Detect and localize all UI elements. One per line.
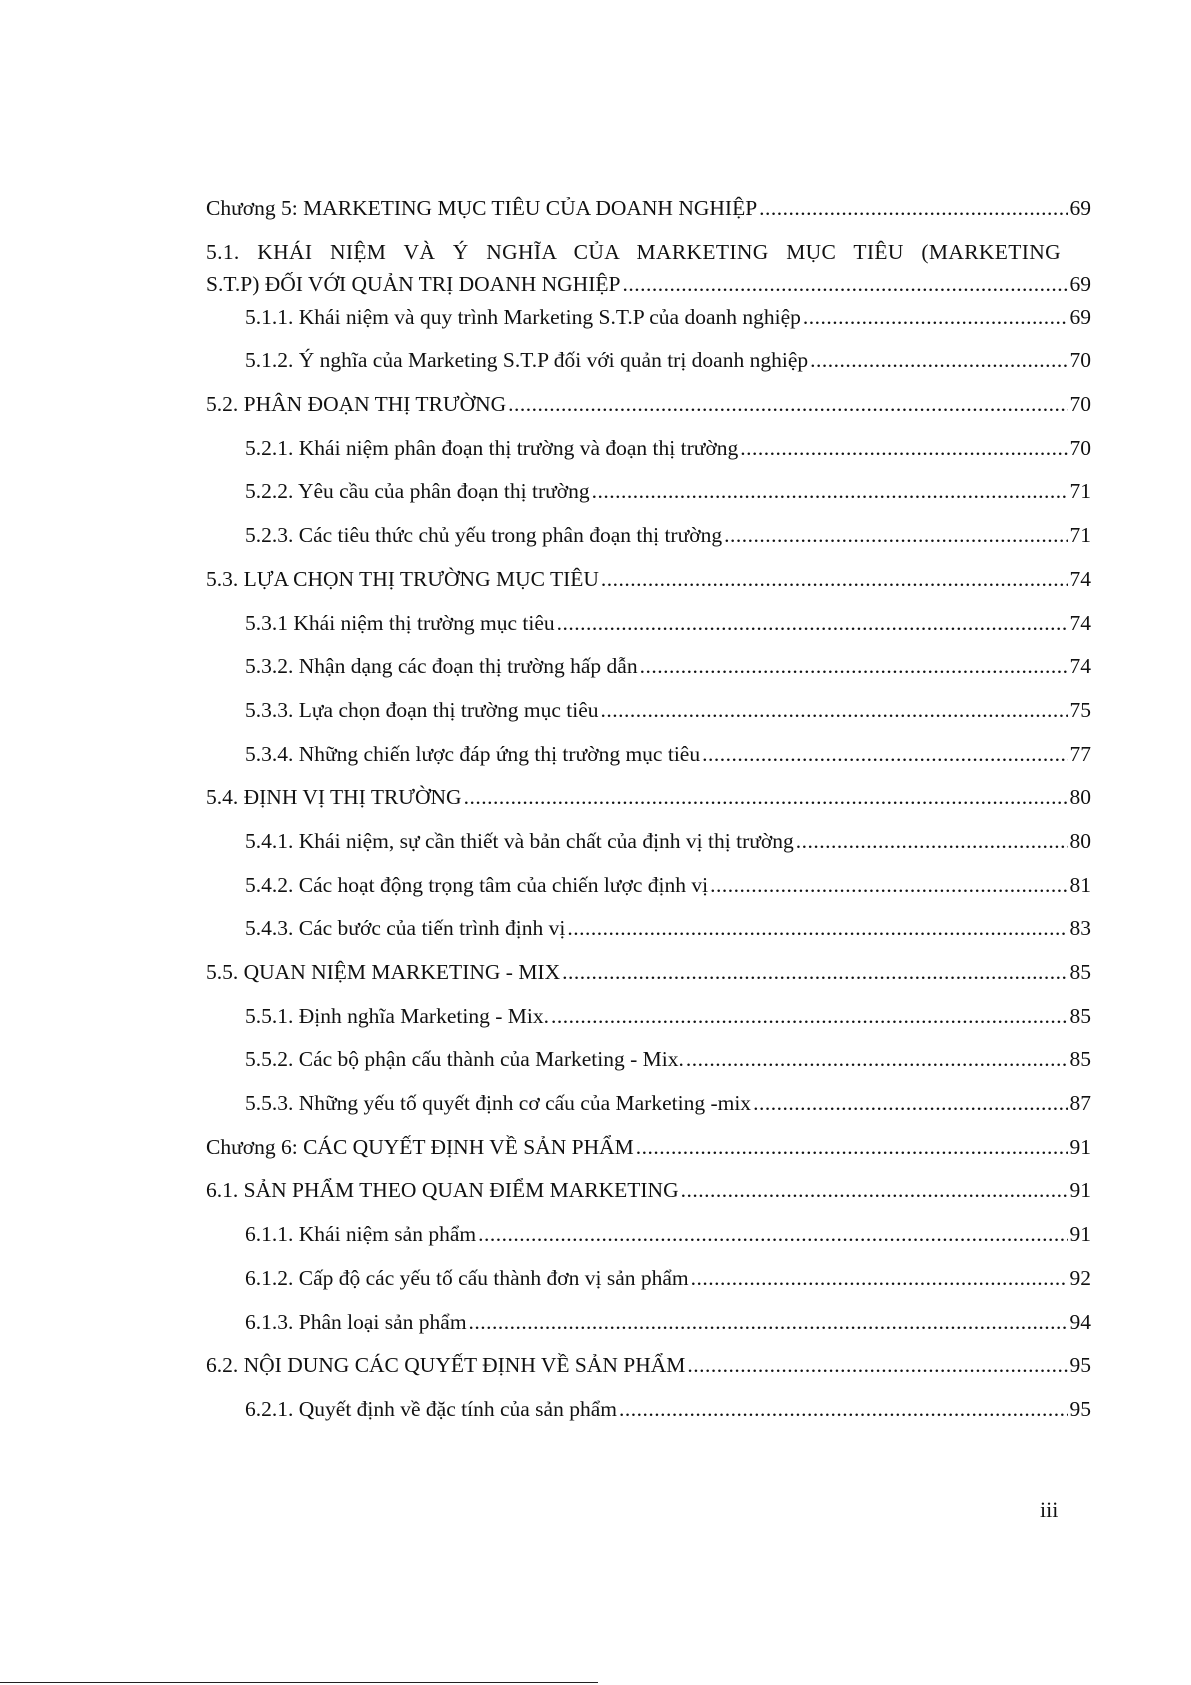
- toc-entry-title: Chương 6: CÁC QUYẾT ĐỊNH VỀ SẢN PHẨM: [206, 1134, 634, 1159]
- toc-entry-page: 94: [1069, 1309, 1091, 1334]
- toc-entry-title: 5.4.2. Các hoạt động trọng tâm của chiến lược định vị: [245, 872, 709, 897]
- toc-entry-page: 91: [1069, 1178, 1091, 1203]
- toc-entry[interactable]: [206, 872, 1091, 919]
- toc-entry-title: 5.3.4. Những chiến lược đáp ứng thị trường mục tiêu: [245, 741, 701, 766]
- toc-dot-leader: [691, 1268, 1068, 1290]
- toc-entry[interactable]: [206, 1265, 1091, 1312]
- toc-dot-leader: [687, 1355, 1067, 1377]
- toc-entry-title: 6.2. NỘI DUNG CÁC QUYẾT ĐỊNH VỀ SẢN PHẨM: [206, 1353, 686, 1378]
- toc-entry-title: 5.2.1. Khái niệm phân đoạn thị trường và đoạn thị trường: [245, 435, 739, 460]
- toc-dot-leader: [702, 744, 1067, 766]
- toc-entry-title: 5.5. QUAN NIỆM MARKETING - MIX: [206, 960, 561, 984]
- toc-entry[interactable]: [206, 962, 1091, 1006]
- toc-entry[interactable]: [206, 610, 1091, 657]
- toc-entry-page: 95: [1069, 1396, 1091, 1421]
- toc-entry-title: 5.5.2. Các bộ phận cấu thành của Marketing - Mix.: [245, 1047, 684, 1072]
- toc-entry-title: 5.2.2. Yêu cầu của phân đoạn thị trường: [245, 479, 590, 504]
- toc-entry-title-line1: 5.1. KHÁI NIỆM VÀ Ý NGHĨA CỦA MARKETING MỤC TIÊU (MARKETING: [206, 239, 1061, 264]
- toc-dot-leader: [478, 1224, 1067, 1246]
- toc-entry-page: 74: [1069, 654, 1091, 679]
- toc-entry-title: 5.2.3. Các tiêu thức chủ yếu trong phân đoạn thị trường: [245, 523, 723, 548]
- toc-entry[interactable]: [206, 1049, 1091, 1093]
- toc-dot-leader: [636, 1137, 1068, 1159]
- toc-entry-page: 69: [1069, 304, 1091, 329]
- toc-entry-title: 5.1.1. Khái niệm và quy trình Marketing S.T.P của doanh nghiệp: [245, 304, 801, 329]
- toc-entry-title-line2: S.T.P) ĐỐI VỚI QUẢN TRỊ DOANH NGHIỆP: [206, 271, 621, 296]
- toc-entry[interactable]: [206, 435, 1091, 482]
- toc-entry[interactable]: [206, 481, 1091, 525]
- toc-entry-page: 77: [1069, 741, 1091, 766]
- toc-entry-title: 5.3. LỰA CHỌN THỊ TRƯỜNG MỤC TIÊU: [206, 566, 599, 591]
- toc-dot-leader: [681, 1180, 1068, 1202]
- toc-entry-page: 74: [1069, 610, 1091, 635]
- toc-dot-leader: [686, 1049, 1068, 1071]
- toc-entry-title: 5.5.3. Những yếu tố quyết định cơ cấu của Marketing -mix: [245, 1091, 752, 1116]
- toc-entry-page: 92: [1069, 1265, 1091, 1290]
- toc-dot-leader: [562, 962, 1067, 984]
- toc-dot-leader: [592, 481, 1068, 503]
- toc-entry-page: 69: [1069, 196, 1091, 220]
- toc-entry-page: 85: [1069, 1047, 1091, 1072]
- toc-dot-leader: [469, 1312, 1068, 1334]
- toc-entry[interactable]: [206, 741, 1091, 788]
- toc-dot-leader: [551, 1006, 1068, 1028]
- toc-entry-title: 5.5.1. Định nghĩa Marketing - Mix.: [245, 1003, 549, 1028]
- toc-dot-leader: [619, 1399, 1068, 1421]
- toc-entry-title: 5.3.2. Nhận dạng các đoạn thị trường hấp dẫn: [245, 654, 638, 679]
- toc-entry[interactable]: [206, 1180, 1091, 1224]
- toc-entry[interactable]: [206, 1093, 1091, 1137]
- page-number: iii: [1040, 1497, 1059, 1522]
- toc-dot-leader: [753, 1093, 1067, 1115]
- toc-entry-page: 91: [1069, 1134, 1091, 1159]
- toc-entry-page: 81: [1069, 872, 1091, 897]
- toc-dot-leader: [601, 569, 1068, 591]
- toc-dot-leader: [803, 307, 1068, 329]
- toc-entry[interactable]: [206, 697, 1091, 744]
- toc-dot-leader: [759, 198, 1067, 220]
- toc-entry-title: 6.1.1. Khái niệm sản phẩm: [245, 1222, 477, 1247]
- toc-entry-page: 69: [1069, 271, 1091, 296]
- toc-entry-page: 83: [1069, 916, 1091, 941]
- toc-dot-leader: [464, 787, 1068, 809]
- toc-entry-page: 85: [1069, 960, 1091, 984]
- toc-entry-title: 6.1.2. Cấp độ các yếu tố cấu thành đơn vị sản phẩm: [245, 1265, 689, 1290]
- toc-entry[interactable]: [206, 1396, 1091, 1443]
- toc-entry[interactable]: [206, 787, 1091, 831]
- toc-dot-leader: [567, 918, 1067, 940]
- toc-entry-title: 6.1. SẢN PHẨM THEO QUAN ĐIỂM MARKETING: [206, 1178, 679, 1203]
- toc-entry-title: 5.2. PHÂN ĐOẠN THỊ TRƯỜNG: [206, 392, 507, 417]
- toc-entry-title: 5.4. ĐỊNH VỊ THỊ TRƯỜNG: [206, 785, 462, 810]
- toc-entry-title: 5.3.1 Khái niệm thị trường mục tiêu: [245, 610, 555, 635]
- toc-dot-leader: [810, 350, 1067, 372]
- toc-dot-leader: [622, 274, 1067, 296]
- toc-entry[interactable]: [206, 1003, 1091, 1050]
- footer-divider: [0, 1682, 598, 1683]
- toc-dot-leader: [601, 700, 1068, 722]
- toc-entry[interactable]: [206, 394, 1091, 438]
- toc-entry-page: 80: [1069, 828, 1091, 853]
- toc-dot-leader: [710, 875, 1067, 897]
- toc-entry-title: 5.4.3. Các bước của tiến trình định vị: [245, 916, 566, 941]
- toc-dot-leader: [640, 656, 1068, 678]
- table-of-contents: [206, 198, 1091, 1443]
- toc-entry-page: 75: [1069, 697, 1091, 722]
- toc-entry-title: 5.1.2. Ý nghĩa của Marketing S.T.P đối với quản trị doanh nghiệp: [245, 348, 809, 373]
- toc-entry[interactable]: [206, 1355, 1091, 1399]
- toc-entry-title: 6.1.3. Phân loại sản phẩm: [245, 1309, 467, 1334]
- toc-entry-page: 71: [1069, 479, 1091, 504]
- toc-dot-leader: [740, 438, 1067, 460]
- toc-entry[interactable]: [206, 828, 1091, 875]
- toc-entry[interactable]: [206, 239, 1091, 307]
- toc-entry[interactable]: [206, 656, 1091, 700]
- toc-entry-title: Chương 5: MARKETING MỤC TIÊU CỦA DOANH NGHIỆP: [206, 196, 758, 220]
- toc-entry-page: 85: [1069, 1003, 1091, 1028]
- toc-dot-leader: [796, 831, 1068, 853]
- toc-dot-leader: [557, 613, 1068, 635]
- toc-entry[interactable]: [206, 918, 1091, 962]
- toc-entry[interactable]: [206, 304, 1091, 351]
- toc-entry[interactable]: [206, 566, 1091, 613]
- toc-dot-leader: [508, 394, 1067, 416]
- toc-entry-page: 87: [1069, 1091, 1091, 1116]
- toc-entry[interactable]: [206, 1309, 1091, 1356]
- toc-entry[interactable]: [206, 1134, 1091, 1181]
- toc-entry-title: 5.3.3. Lựa chọn đoạn thị trường mục tiêu: [245, 697, 599, 722]
- toc-entry-page: 70: [1069, 435, 1091, 460]
- toc-entry-page: 70: [1069, 392, 1091, 417]
- toc-entry-page: 71: [1069, 523, 1091, 548]
- toc-entry[interactable]: [206, 525, 1091, 569]
- toc-entry[interactable]: [206, 1224, 1091, 1268]
- toc-entry[interactable]: [206, 350, 1091, 394]
- toc-entry-page: 91: [1069, 1222, 1091, 1247]
- toc-entry-page: 70: [1069, 348, 1091, 373]
- toc-entry-title: 5.4.1. Khái niệm, sự cần thiết và bản chất của định vị thị trường: [245, 828, 794, 853]
- toc-entry[interactable]: [206, 198, 1091, 242]
- toc-entry-line2: [206, 271, 1091, 296]
- toc-entry-page: 95: [1069, 1353, 1091, 1378]
- toc-dot-leader: [724, 525, 1067, 547]
- toc-entry-page: 80: [1069, 785, 1091, 810]
- toc-entry-title: 6.2.1. Quyết định về đặc tính của sản phẩm: [245, 1396, 617, 1421]
- toc-entry-page: 74: [1069, 566, 1091, 591]
